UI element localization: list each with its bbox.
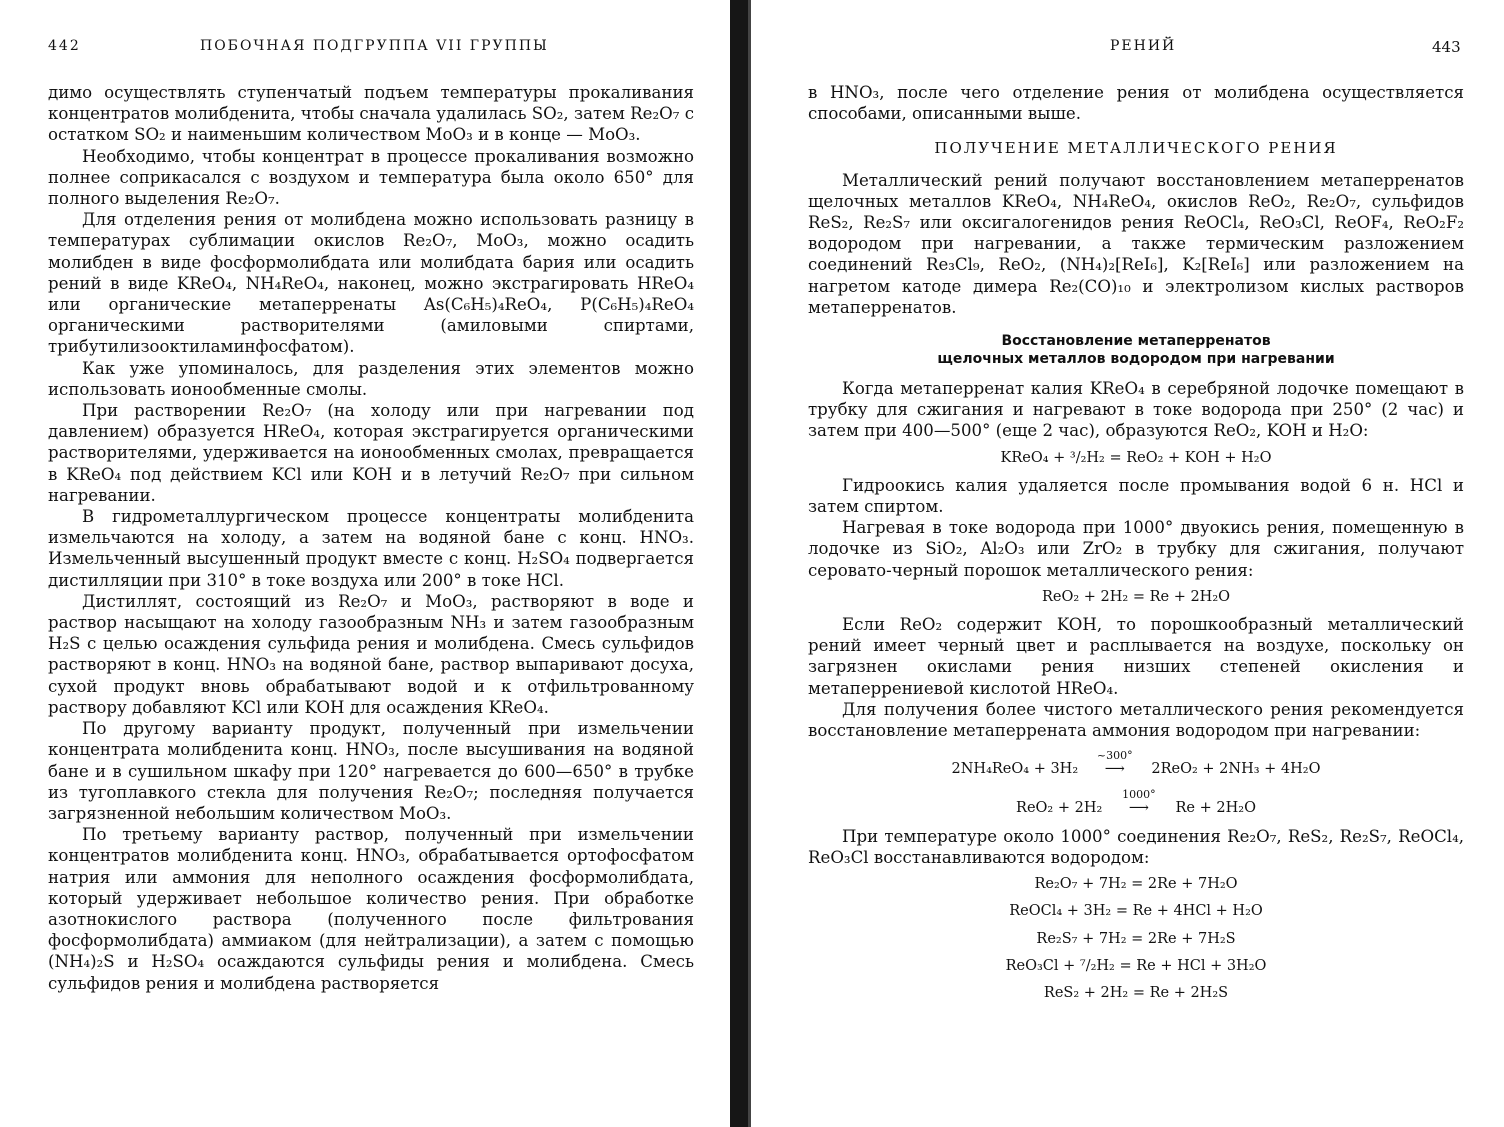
left-text-column <box>48 82 694 994</box>
arrow-icon: ⟶ <box>1104 761 1125 778</box>
left-page-number: 442 <box>48 38 81 54</box>
equation: ReS₂ + 2H₂ = Re + 2H₂S <box>1043 984 1229 1001</box>
paragraph: димо осуществлять ступенчатый подъем температуры прокаливания концентратов молибденита, чтобы сначала удалилась SO₂, затем Re₂O₇ с остатком SO₂ и наименьшим количеством MoO₃ и в конце — MoO₃. <box>48 83 694 145</box>
paragraph: Металлический рений получают восстановлением метаперренатов щелочных металлов KReO₄, NH₄ReO₄, окислов ReO₂, Re₂O₇, сульфидов ReS₂, Re₂S₇ или оксигалогенидов рения ReOCl₄, ReO₃Cl, ReOF₄, ReO₂F₂ водородом при нагревании, а также термическим разложением соединений Re₃Cl₉, ReO₂, (NH₄)₂[ReI₆], K₂[ReI₆] или разложением на нагретом катоде димера Re₂(CO)₁₀ и электролизом кислых растворов метаперренатов. <box>808 170 1464 317</box>
equation: KReO₄ + ³/₂H₂ = ReO₂ + KOH + H₂O <box>1000 449 1272 466</box>
equation-right: Re + 2H₂O <box>1175 800 1256 817</box>
reaction-arrow <box>1107 788 1171 819</box>
equation-left: 2NH₄ReO₄ + 3H₂ <box>951 761 1079 778</box>
paragraph: Когда метаперренат калия KReO₄ в серебряной лодочке помещают в трубку для сжигания и нагревают в токе водорода при 250° (2 час) и затем при 400—500° (еще 2 час), образуются ReO₂, KOH и H₂O: <box>808 379 1464 441</box>
right-running-head: РЕНИЙ <box>1110 38 1177 54</box>
paragraph: Необходимо, чтобы концентрат в процессе прокаливания возможно полнее соприкасался с воздухом и температура была около 650° для полного выделения Re₂O₇. <box>48 146 694 209</box>
equation: Re₂S₇ + 7H₂ = 2Re + 7H₂S <box>1036 930 1236 947</box>
reaction-arrow <box>1083 749 1147 780</box>
paragraph: В гидрометаллургическом процессе концентраты молибденита измельчаются на холоду, а затем на водяной бане с конц. HNO₃. Измельченный высушенный продукт вместе с конц. H₂SO₄ подвергается дистилляции при 310° в токе воздуха или 200° в токе HCl. <box>48 507 694 590</box>
right-page <box>752 0 1504 1127</box>
equation-left: ReO₂ + 2H₂ <box>1016 800 1103 817</box>
equation-with-condition <box>808 788 1464 819</box>
right-text-column <box>808 82 1464 1010</box>
arrow-icon: ⟶ <box>1128 800 1149 817</box>
equation-with-condition <box>808 749 1464 780</box>
paragraph: Для отделения рения от молибдена можно использовать разницу в температурах сублимации окислов Re₂O₇, MoO₃, можно осадить молибден в виде фосформолибдата или молибдата бария или осадить рений в виде KReO₄, NH₄ReO₄, наконец, можно экстрагировать HReO₄ или органические метаперренаты As(C₆H₅)₄ReO₄, P(C₆H₅)₄ReO₄ органическими растворителями (амиловыми спиртами, трибутилизооктиламинфосфатом). <box>48 210 694 357</box>
subsection-title-line: Восстановление метаперренатов <box>1001 333 1271 350</box>
equation: ReOCl₄ + 3H₂ = Re + 4HCl + H₂O <box>1009 903 1263 920</box>
left-running-head: ПОБОЧНАЯ ПОДГРУППА VII ГРУППЫ <box>200 38 549 54</box>
equation-right: 2ReO₂ + 2NH₃ + 4H₂O <box>1151 761 1321 778</box>
paragraph: Для получения более чистого металлического рения рекомендуется восстановление метаперрената аммония водородом при нагревании: <box>808 699 1464 741</box>
paragraph: Как уже упоминалось, для разделения этих элементов можно использовать ионообменные смолы. <box>48 358 694 399</box>
paragraph: По третьему варианту раствор, полученный при измельчении концентратов молибденита конц. HNO₃, обрабатывается ортофосфатом натрия или аммония для неполного осаждения фосформолибдата, который удерживает небольшое количество рения. При обработке азотнокислого раствора (полученного после фильтрования фосформолибдата) аммиаком (для нейтрализации), а затем с помощью (NH₄)₂S и H₂SO₄ осаждаются сульфиды рения и молибдена. Смесь сульфидов рения и молибдена растворяется <box>48 825 694 993</box>
gutter-edge <box>748 0 751 1127</box>
left-page <box>0 0 728 1127</box>
paragraph: Гидроокись калия удаляется после промывания водой 6 н. HCl и затем спиртом. <box>808 475 1464 517</box>
reaction-condition: ~300° <box>1096 749 1133 763</box>
equation: Re₂O₇ + 7H₂ = 2Re + 7H₂O <box>1034 876 1238 893</box>
section-title: ПОЛУЧЕНИЕ МЕТАЛЛИЧЕСКОГО РЕНИЯ <box>934 139 1338 158</box>
paragraph: При температуре около 1000° соединения Re₂O₇, ReS₂, Re₂S₇, ReOCl₄, ReO₃Cl восстанавливаются водородом: <box>808 826 1464 867</box>
subsection-title <box>808 332 1464 368</box>
paragraph: в HNO₃, после чего отделение рения от молибдена осуществляется способами, описанными выше. <box>808 83 1464 124</box>
paragraph: По другому варианту продукт, полученный при измельчении концентрата молибденита конц. HNO₃, после высушивания на водяной бане и в сушильном шкафу при 120° нагревается до 600—650° в трубке из тугоплавкого стекла для получения Re₂O₇; последняя получается загрязненной небольшим количеством MoO₃. <box>48 719 694 823</box>
right-page-number: 443 <box>1432 38 1461 56</box>
equation: ReO₂ + 2H₂ = Re + 2H₂O <box>1041 588 1231 605</box>
book-gutter <box>730 0 750 1127</box>
paragraph: При растворении Re₂O₇ (на холоду или при нагревании под давлением) образуется HReO₄, которая экстрагируется органическими растворителями, удерживается на ионообменных смолах, превращается в KReO₄ под действием KCl или KOH и в летучий Re₂O₇ при сильном нагревании. <box>48 401 694 505</box>
equation: ReO₃Cl + ⁷/₂H₂ = Re + HCl + 3H₂O <box>1005 957 1267 974</box>
paragraph: Нагревая в токе водорода при 1000° двуокись рения, помещенную в лодочке из SiO₂, Al₂O₃ или ZrO₂ в трубку для сжигания, получают серовато-черный порошок металлического рения: <box>808 518 1464 580</box>
paragraph: Дистиллят, состоящий из Re₂O₇ и MoO₃, растворяют в воде и раствор насыщают на холоду газообразным NH₃ и затем газообразным H₂S с целью осаждения сульфида рения и молибдена. Смесь сульфидов растворяют в конц. HNO₃ на водяной бане, раствор выпаривают досуха, сухой продукт вновь обрабатывают водой и к отфильтрованному раствору добавляют KCl или KOH для осаждения KReO₄. <box>48 591 694 717</box>
subsection-title-line: щелочных металлов водородом при нагревании <box>937 351 1335 368</box>
reaction-condition: 1000° <box>1122 788 1156 802</box>
paragraph: Если ReO₂ содержит KOH, то порошкообразный металлический рений имеет черный цвет и расплывается на воздухе, поскольку он загрязнен окислами рения низших степеней окисления и метаперрениевой кислотой HReO₄. <box>808 615 1464 698</box>
